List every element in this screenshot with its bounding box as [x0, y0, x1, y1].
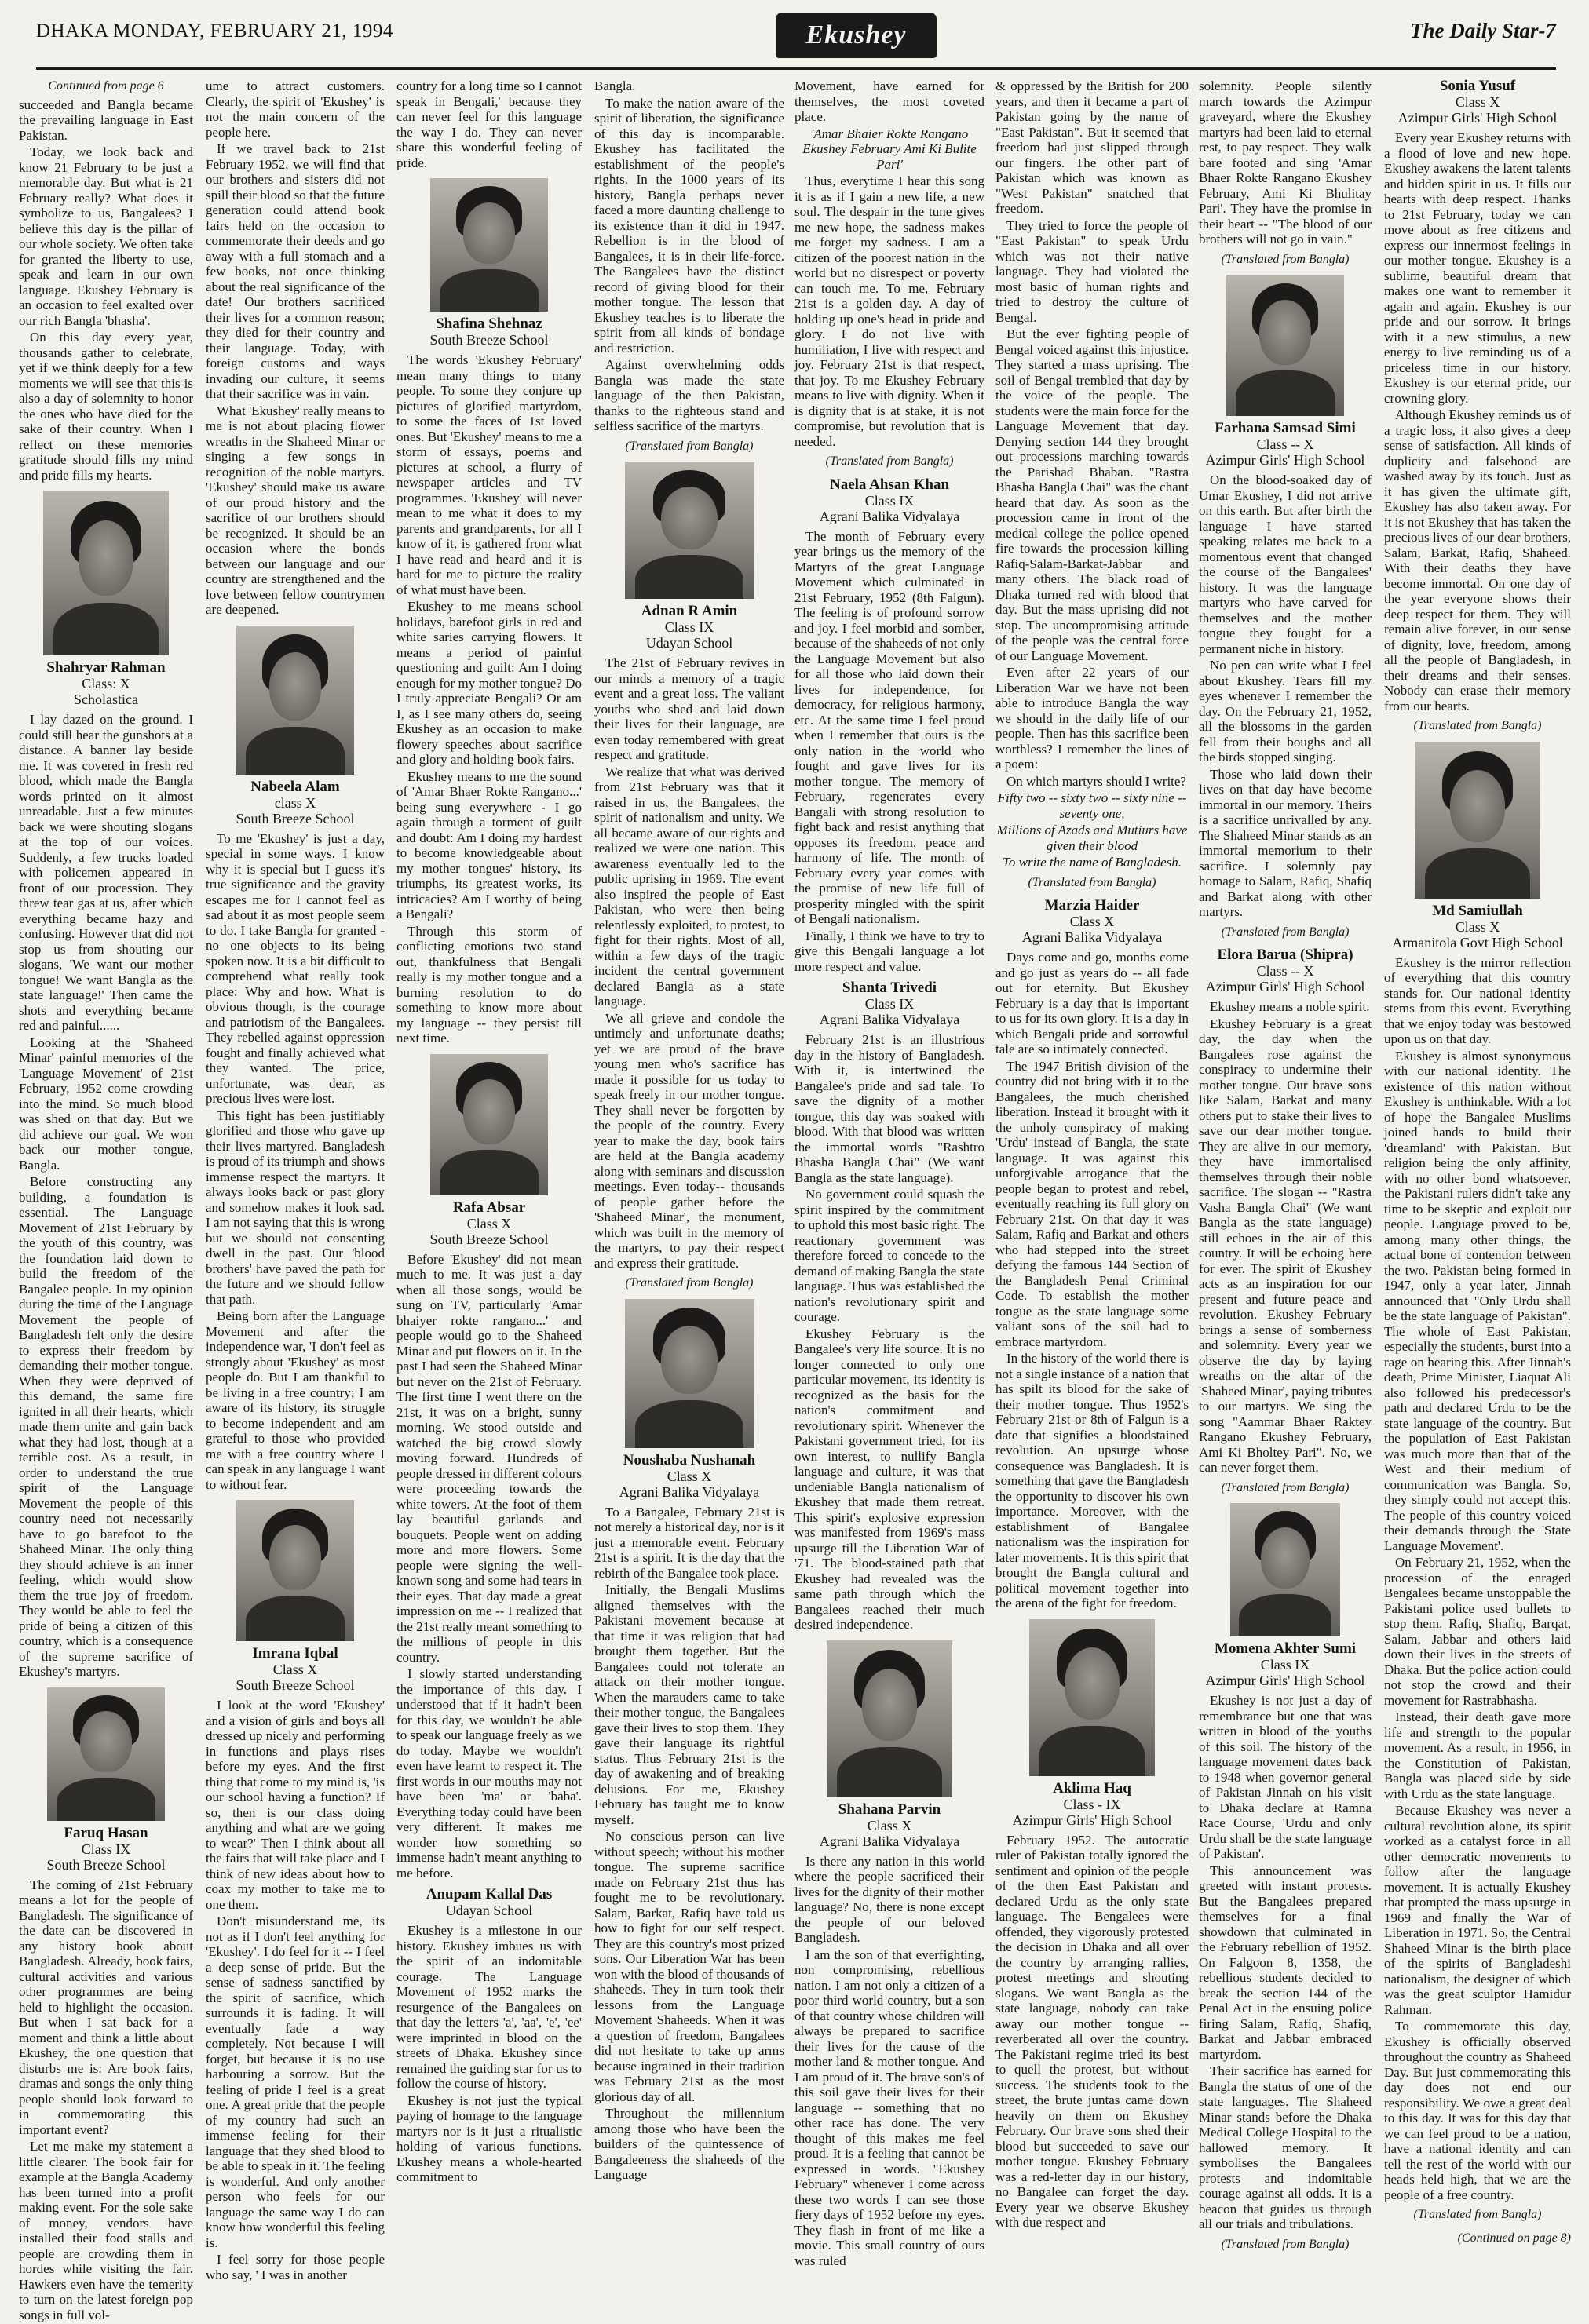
author-name: Farhana Samsad Simi	[1215, 420, 1356, 436]
translation-note: (Translated from Bangla)	[1221, 2237, 1350, 2251]
paragraph: Ekushey is almost synonymous with our national identity. The existence of this nation without Ekushey is unthinkable. With a lot of hope the Bangalee Muslims joined hands to build their 'dreamland' with Pakistan. But religion being the only affinity, with no other bond whatsoever, the Pakistani rulers didn't take any time to be skeptic and exploit our people. Language proved to be, among many other things, the actual bone of contention between the two. Pakistan being formed in 1947, only a year later, Jinnah announced that "Only Urdu shall be the state language of Pakistan". The whole of East Pakistan, especially the students, burst into a rage on hearing this. After Jinnah's death, Prime Minister, Liaquat Ali also followed his predecessor's path and declared Urdu to be the state language of the country. But the population of East Pakistan was much more than that of the West and their medium of communication was Bangla. So, they simply could not accept this. The people of this country voiced their demands through the 'State Language Movement'.	[1384, 1048, 1571, 1553]
continued-note: Continued from page 6	[48, 79, 164, 93]
author-caption	[19, 1826, 193, 1873]
header-rule	[36, 67, 1556, 70]
paragraph: Bangla.	[594, 78, 636, 93]
column-4	[594, 78, 784, 2184]
paragraph: Through this storm of conflicting emotions two stand out, thankfulness that Bengali really is my mother tongue and a burning resolution to do something to know more about my language -- they persist till next time.	[396, 923, 582, 1045]
author-school: Agrani Balika Vidyalaya	[819, 1012, 960, 1027]
author-class: Class X	[1069, 914, 1115, 929]
paragraph: On this day every year, thousands gather to celebrate, yet if we think deeply for a few moments we will see that this is also a day of solemnity to honor the ones who have died for the sake of their country. When I reflect on these memories gratitude should fills my mind and pride fills my hearts.	[19, 330, 193, 483]
author-class: class X	[274, 794, 316, 811]
paragraph: In the history of the world there is not a single instance of a nation that has spilt its blood for the sake of their mother tongue. Thus 1952's February 21st or 8th of Falgun is a date that signifies a bloodstained revolution. An upsurge whose consequence was Bangladesh. It is something that gave the Bangladesh the opportunity to discover his own importance. Moreover, with the establishment of Bangalee nationalism was the inspiration for later movements. It is this spirit that brought the Bangla cultural and political movement together into the arena of the fight for freedom.	[995, 1351, 1189, 1611]
paragraph: Ekushey February is the Bangalee's very life source. It is no longer connected to only one particular movement, its identity is recognized as the basis for the nation's commitment and revolutionary spirit. Whenever the Pakistani government tried, for its own interest, to nullify Bangla language and culture, it was that undeniable Bangla nationalism of Ekushey that made them retreat. This spirit's explosive expression was manifested from 1969's mass upsurge till the Liberation War of '71. The blood-stained path that Ekushey had revealed was the same path through which the Bangalees reached their much desired independence.	[794, 1326, 984, 1632]
author-name: Rafa Absar	[452, 1198, 526, 1216]
author-school: Agrani Balika Vidyalaya	[1021, 929, 1163, 945]
author-name: Momena Akhter Sumi	[1214, 1640, 1357, 1657]
author-name: Anupam Kallal Das	[426, 1886, 553, 1903]
paragraph: Every year Ekushey returns with a flood of love and new hope. Ekushey awakens the latent talents and hidden spirit in us. It fills our hearts with deep respect. Thanks to 21st February, today we can move about as free citizens and express our innermost feelings in our mother tongue. Ekushey is a sublime, beautiful dream that makes one want to remember it again and again. Ekushey is our pride and our sorrow. It brings with it a new stimulus, a new energy to live reminding us of a priceless time in our history. Ekushey is our eternal pride, our crowning glory.	[1384, 130, 1571, 406]
author-caption	[794, 477, 984, 524]
paragraph: The month of February every year brings us the memory of the Martyrs of the great Language Movement which culminated in 21st February, 1952 (8th Falgun). The feeling is of profound sorrow and joy. I feel morbid and somber, because of the shaheeds of not only the Language Movement but also for all those who laid down their lives for independence, for democracy, for religious harmony, etc. At the same time I feel proud when I remember that ours is the only nation in the world who fought and gave lives for its mother tongue. The memory of February, regenerates every Bangali with strong resolution to fight back and resist anything that opposes its freedom, peace and harmony of life. The month of February every year comes with the promise of new life full of prosperity mingled with the spirit of Bengali nationalism.	[794, 528, 984, 926]
paragraph: On February 21, 1952, when the procession of the enraged Bengalees became unstoppable the Pakistani police used bullets to stop them. Rafiq, Shafiq, Barqat, Salam, Jabbar and others laid down their lives in the streets of Dhaka. But the police action could not stop the crowd and their movement for Rastrabhasha.	[1384, 1555, 1571, 1708]
author-name: Shahryar Rahman	[46, 659, 166, 676]
paragraph: Days come and go, months come and go just as years do -- all fade out for eternity. But Ekushey February is a day that is important to us for its own glory. It is a day in which Bengali pride and sorrowful tale are so intimately connected.	[995, 950, 1189, 1056]
portrait-photo	[1230, 1503, 1340, 1636]
author-class: Class X	[272, 1662, 318, 1677]
portrait-photo	[47, 1687, 165, 1821]
paragraph: To make the nation aware of the spirit of liberation, the significance of this day is incomparable. Ekushey has facilitated the establishment of the people's rights. In the 1000 years of its history, Bangla perhaps never faced a more daunting challenge to its existence than it did in 1947. Rebellion is in the blood of Bangalees, it is in their life-force. The Bangalees have the distinct record of giving blood for their mother tongue. The lesson that Ekushey teaches is to liberate the spirit from all kinds of bondage and restriction.	[594, 95, 784, 356]
dateline: DHAKA MONDAY, FEBRUARY 21, 1994	[36, 20, 393, 42]
author-school: Azimpur Girls' High School	[1205, 1673, 1365, 1688]
column-7	[1199, 78, 1372, 2260]
author-name: Noushaba Nushanah	[623, 1451, 756, 1468]
author-school: Azimpur Girls' High School	[1205, 452, 1365, 468]
paragraph: The 21st of February revives in our minds a memory of a tragic event and a great loss. The valiant youths who shed and laid down their lives for their language, are even today remembered with great respect and gratitude.	[594, 655, 784, 762]
paragraph: Ekushey is not just the typical paying of homage to the language martyrs nor is it just a ritualistic holding of various functions. Ekushey means a whole-hearted commitment to	[396, 2092, 582, 2184]
author-caption	[206, 779, 385, 826]
author-school: Udayan School	[645, 635, 733, 651]
author-caption	[794, 1802, 984, 1849]
author-caption	[794, 980, 984, 1027]
paragraph: The words 'Ekushey February' mean many things to many people. To some they conjure up pictures of glorified martyrdom, to some the faces of 1st loved ones. But 'Ekushey' means to me a storm of essays, poems and pictures at school, a flurry of newspaper articles and TV programmes. 'Ekushey' will never mean to me what it does to my parents and grandparents, for all I know of it, is gathered from what I have read and heard and it is hard for me to picture the reality of what must have been.	[396, 352, 582, 597]
author-name: Sonia Yusuf	[1439, 78, 1516, 94]
paragraph: solemnity. People silently march towards the Azimpur graveyard, where the Ekushey martyrs had been laid to eternal rest, to pay respect. They walk bare footed and sing 'Amar Bhaer Rokte Rangano Ekushey February, Ami Ki Bhulitay Pari'. They have the promise in their heart -- "The blood of our brothers will not go in vain."	[1199, 78, 1372, 246]
author-class: Class IX	[864, 492, 915, 509]
paragraph: The 1947 British division of the country did not bring with it to the Bangalees, the much cherished liberation. Instead it brought with it the unholy conspiracy of making 'Urdu' instead of Bangla, the state language. It was against this unforgivable arrogance that the people began to protest and rebel, eventually reaching its full glory on February 21st. On that day it was Salam, Rafiq and Barkat and others who had stepped into the street defying the famous 144 Section of the Bangladesh Penal Criminal Code. To establish the mother tongue as the state language some valiant sons of the soil had to embrace martyrdom.	[995, 1058, 1189, 1349]
author-caption	[1384, 903, 1571, 950]
paragraph: I slowly started understanding the importance of this day. I understood that if it hadn't been for this day, we wouldn't be able to speak our language freely as we do today. Maybe we wouldn't even have learnt to respect it. The first words in our mouths may not have been 'ma' or 'baba'. Everything today could have been very different. It makes me wonder how something so immense hadn't meant anything to me before.	[396, 1666, 582, 1881]
author-name: Elora Barua (Shipra)	[1217, 947, 1353, 963]
author-name: Shanta Trivedi	[842, 980, 937, 996]
author-class: Class X	[1455, 94, 1500, 110]
author-name: Imrana Iqbal	[252, 1645, 338, 1662]
author-caption	[206, 1646, 385, 1693]
paragraph: But the ever fighting people of Bengal voiced against this injustice. They started a mass uprising. The soil of Bengal trembled that day by the voice of the people. The students were the main force for the Language Movement that day. Denying section 144 they brought out processions marching towards the Parishad Bhaban. "Rastra Bhasha Bangla Chai" was the chant heard that day. As soon as the procession came in front of the medical college the police opened fire towards the procession killing Rafiq-Salam-Barkat-Jabbar and many others. The black road of Dhaka turned red with blood that day. But the mass uprising did not stop. The uncompromising attitude of the people was the central force of our Language Movement.	[995, 327, 1189, 663]
paragraph: To a Bangalee, February 21st is not merely a historical day, nor is it just a memorable event. February 21st is a spirit. It is the day that the rebirth of the Bangalee took place.	[594, 1504, 784, 1581]
paragraph: Initially, the Bengali Muslims aligned themselves with the Pakistani movement because at that time it was religion that had brought them together. But the Bangalees could not tolerate an attack on their mother tongue. When the marauders came to take their mother tongue, the Bangalees gave their lives to stop them. They gave their language its rightful status. Thus February 21st is the day of awakening and of breaking delusions. For me, Ekushey February has taught me to know myself.	[594, 1582, 784, 1827]
author-school: Azimpur Girls' High School	[1205, 979, 1365, 994]
paragraph: February 1952. The autocratic ruler of Pakistan totally ignored the sentiment and opinion of the people of the then East Pakistan and declared Urdu as the only state language. The Bengalees were offended, they vigorously protested the decision in Dhaka and all over the country by arranging rallies, protest meetings and shouting slogans. We want Bangla as the state language, nobody can take away our mother tongue -- reverberated all over the country. The Pakistani regime tried its best to quell the protest, but without success. The students took to the street, the brute juntas came down heavily on them on Ekushey February. Our brave sons shed their blood but succeeded to save our mother tongue. Ekushey February was a red-letter day in our history, no Bangalee can forget the day. Every year we observe Ekushey with due respect and	[995, 1832, 1189, 2230]
author-school: Azimpur Girls' High School	[1012, 1811, 1172, 1828]
paragraph: Before 'Ekushey' did not mean much to me. It was just a day when all those songs, would be sung on TV, particularly 'Amar bhaiyer rokte rangano...' and people would go to the Shaheed Minar and put flowers on it. In the past I had seen the Shaheed Minar but never on the 21st of February. The first time I went there on the 21st, it was on a bright, sunny morning. We stood outside and watched the big crowd slowly moving forward. Hundreds of people dressed in different colours were proceeding towards the white towers. At the foot of them lay beautiful garlands and bouquets. People went on adding more and more flowers. Some people were signing the well-known song and some had tears in their eyes. That day made a great impression on me -- I realized that the 21st really meant something to the millions of people in this country.	[396, 1251, 582, 1665]
paragraph: I feel sorry for those people who say, ' I was in another	[206, 2252, 385, 2282]
paragraph: The coming of 21st February means a lot for the people of Bangladesh. The significance of the date can be discovered in any history book about Bangladesh. Already, book fairs, cultural activities and various other programmes are being held to highlight the occasion. But when I sat back for a moment and think a little about Ekushey, the one question that disturbs me is: Are book fairs, dramas and songs the only thing people should look forward to in commemorating this important event?	[19, 1877, 193, 2137]
column-1	[19, 78, 193, 2324]
newspaper-name: The Daily Star-7	[1410, 19, 1556, 42]
author-name: Naela Ahsan Khan	[829, 476, 950, 493]
author-class: Class IX	[81, 1841, 131, 1857]
translation-note: (Translated from Bangla)	[1221, 925, 1350, 939]
author-class: Class -- X	[1256, 963, 1314, 979]
column-3	[396, 78, 582, 2187]
author-name: Md Samiullah	[1432, 902, 1523, 919]
author-name: Aklima Haq	[1053, 1779, 1131, 1797]
paragraph: I am the son of that everfighting, non compromising, rebellious nation. I am not only a citizen of a poor third world country, but a son of that country whose children will always be prepared to sacrifice their lives for the cause of the mother land & mother tongue. And I am proud of it. The brave son's of this soil gave their lives for their language -- something that no other race has done. The very thought of this makes me feel proud. It is a feeling that cannot be expressed in words. "Ekushey February" whenever I come across these two words I can see those fiery days of 1952 before my eyes. They flash in front of me like a movie. This small country of ours was ruled	[794, 1946, 984, 2268]
paragraph: Ekushey is not just a day of remembrance but one that was written in blood of the youths of this soil. The history of the language movement dates back to 1948 when governor general of Pakistan Jinnah on his visit to Dhaka declare at Ramna Race Course, 'Urdu and only Urdu shall be the state language of Pakistan'.	[1199, 1693, 1372, 1861]
paragraph: succeeded and Bangla became the prevailing language in East Pakistan.	[19, 97, 193, 143]
author-school: Udayan School	[445, 1903, 533, 1918]
portrait-photo	[1226, 275, 1344, 416]
paragraph: Those who laid down their lives on that day have become immortal in our memory. Theirs is a sacrifice unrivalled by any. The Shaheed Minar stands as an immortal memorium to their sacrifice. I solemnly pay homage to Salam, Rafiq, Shafiq and Barkat along with other martyrs.	[1199, 766, 1372, 919]
paragraph: No government could squash the spirit inspired by the commitment to uphold this most basic right. The reactionary government was therefore forced to concede to the demand of making Bangla the state language. Thus was established the nation's revolutionary spirit and courage.	[794, 1187, 984, 1324]
author-school: Scholastica	[74, 691, 138, 707]
paragraph: They tried to force the people of "East Pakistan" to speak Urdu which was not their native language. They had violated the most basic of human rights and tried to destroy the culture of Bengal.	[995, 217, 1189, 325]
translation-note: (Translated from Bangla)	[625, 1276, 754, 1290]
continued-note: (Continued on page 8)	[1457, 2231, 1571, 2245]
paragraph: Today, we look back and know 21 February to be just a memorable day. But what is 21 February really? What does it symbolize to us, Bangalees? I believe this day is the pillar of our whole society. We often take for granted the liberty to use, speak and learn in our own language. Ekushey February is an occasion to feel exalted over our rich Bangla 'bhasha'.	[19, 144, 193, 328]
portrait-photo	[1415, 742, 1540, 899]
author-class: Class X	[867, 1817, 912, 1833]
paragraph: This fight has been justifiably glorified and those who gave up their lives martyred. Bangladesh is proud of its triumph and shows immense respect the martyrs. It always looks back or past glory and somehow makes it look sad. I am not saying that this is wrong but we should not consenting dwell in the past. Our 'blood brothers' have paved the path for the future and we should follow that path.	[206, 1107, 385, 1307]
paragraph: On the blood-soaked day of Umar Ekushey, I did not arrive on this earth. But after birth the language I have started speaking relates me back to a momentous event that changed the course of the Bangalees' history. It was the language martyrs who have carved for themselves and the mother tongue they fought for a permanent niche in history.	[1199, 472, 1372, 656]
paragraph: Against overwhelming odds Bangla was made the state language of the then Pakistan, thanks to the righteous stand and selfless sacrifice of the martyrs.	[594, 357, 784, 433]
author-caption	[1199, 1641, 1372, 1688]
portrait-photo	[1029, 1619, 1155, 1776]
translation-note: (Translated from Bangla)	[625, 439, 754, 453]
paragraph: Ekushey means a noble spirit.	[1210, 999, 1370, 1014]
translation-note: (Translated from Bangla)	[1221, 252, 1350, 266]
paragraph: ume to attract customers. Clearly, the spirit of 'Ekushey' is not the main concern of the people here.	[206, 78, 385, 140]
poem-line: Fifty two -- sixty two -- sixty nine -- seventy one,	[997, 790, 1187, 821]
paragraph: This announcement was greeted with instant protests. But the Bangalees prepared themselves for a final showdown that culminated in the February rebellion of 1952. On Falgoon 8, 1358, the rebellious students decided to break the section 144 of the Penal Act in the ensuing police firing Salam, Rafiq, Shafiq, Barkat and Jabbar embraced martyrdom.	[1199, 1862, 1372, 2062]
author-class: Class IX	[664, 619, 714, 635]
section-banner: Ekushey	[776, 13, 937, 58]
paragraph: Ekushey February is a great day, the day when the Bangalees rose against the conspiracy to undermine their mother tongue. Our brave sons like Salam, Barkat and many others put to stake their lives to save our dear mother tongue. They are alive in our memory, they have immortalised themselves through their noble sacrifice. The slogan -- "Rastra Vasha Bangla Chai" (We want Bangla as the state language) still echoes in the air of this country. It will be echoing here for ever. The spirit of Ekushey acts as an inspiration for our present and future peace and revolution. Ekushey February brings a sense of somberness and solemnity. Every year we observe the day by laying wreaths on the altar of the 'Shaheed Minar', paying tributes to our martyrs. We sing the song "Aammar Bhaer Raktey Rangano Ekushey February, Ami Ki Bholtey Pari". No, we can never forget them.	[1199, 1016, 1372, 1475]
masthead	[36, 13, 1556, 67]
author-name: Shahana Parvin	[838, 1800, 941, 1818]
paragraph: I lay dazed on the ground. I could still hear the gunshots at a distance. A banner lay beside me. It was covered in fresh red blood, which made the Bangla words printed on it almost unreadable. Just a few minutes back we were shouting slogans at the top of our voices. Suddenly, a few trucks loaded with policemen appeared in front of our procession. They threw tear gas at us, after which everything became hazy and confusing. However that did not stop us from shouting our slogans, 'We want our mother tongue! We want Bangla as the state language!' Then came the shots and everything became red and painful......	[19, 712, 193, 1033]
author-school: Agrani Balika Vidyalaya	[619, 1483, 760, 1500]
author-class: Class - IX	[1063, 1796, 1121, 1812]
paragraph: & oppressed by the British for 200 years, and then it became a part of Pakistan going by the name of "East Pakistan". But it seemed that freedom had just slipped through our fingers. The other part of Pakistan which was known as "West Pakistan" snatched that freedom.	[995, 78, 1189, 216]
author-school: South Breeze School	[236, 1677, 355, 1693]
paragraph: Thus, everytime I hear this song it is as if I gain a new life, a new soul. The despair in the tune gives me new hope, the sadness makes me forget my sadness. I am a citizen of the poorest nation in the world but no disrespect or poverty can touch me. To me, February 21st is a golden day. A day of holding up one's head in pride and glory. I do not live with humiliation, I live with respect and joy. February 21st is that respect, that joy. To me Ekushey February means to live with dignity. When it is dignity that is at stake, it is not compromise, but revolution that is needed.	[794, 173, 984, 449]
author-name: Faruq Hasan	[64, 1824, 148, 1841]
portrait-photo	[236, 1500, 354, 1641]
author-caption	[396, 1200, 582, 1247]
author-caption	[995, 898, 1189, 945]
paragraph: Ekushey means to me the sound of 'Amar Bhaer Rokte Rangano...' being sung everywhere - I go again through a torment of guilt and doubt: Am I doing my hardest to become knowledgeable about my mother tongues' history, its triumphs, its greatest works, its intricacies? Am I worthy of being a Bengali?	[396, 768, 582, 921]
paragraph: We all grieve and condole the untimely and unfortunate deaths; yet we are proud of the brave young men who's sacrifice has made it possible for us today to speak freely in our mother tongue. They shall never be forgotten by the people of the country. Every year to make the day, book fairs are held at the Bangla academy along with seminars and discussion meetings. Even today-- thousands of people gather before the 'Shaheed Minar', the monument, which was built in the memory of the martyrs, to pay their respect and express their gratitude.	[594, 1010, 784, 1271]
poem-line: To write the name of Bangladesh.	[1003, 855, 1182, 870]
translation-note: (Translated from Bangla)	[1413, 2208, 1542, 2221]
paragraph: Ekushey to me means school holidays, barefoot girls in red and white saries carrying flowers. It means a period of painful questioning and guilt: Am I doing enough for my mother tongue? Do I truly appreciate Bengali? Or am I, as I see many others do, seeing Ekushey as an occasion to make flowery speeches about sacrifice and glory and holding book fairs.	[396, 599, 582, 767]
author-class: Class -- X	[1256, 436, 1314, 452]
paragraph: Don't misunderstand me, its not as if I don't feel anything for 'Ekushey'. I do feel for it -- I feel a deep sense of pride. But the sense of sadness sanctified by the spirit of sacrifice, which surrounds it is fading. It will eventually fade a way completely. Not because I will forget, but because it is no use harbouring a sorrow. But the feeling of pride I feel is a great one. A great pride that the people of my country had such an immense feeling for their language that they shed blood to be able to speak in it. The feeling is wonderful. And only another person who feels for our language the same way I do can know how wonderful this feeling is.	[206, 1914, 385, 2250]
paragraph: What 'Ekushey' really means to me is not about placing flower wreaths in the Shaheed Minar or singing a few songs in recognition of the noble martyrs. 'Ekushey' should make us aware of our proud history and the sacrifice of our brothers should be recognized. It should be an occasion where the bonds between our language and our country are strengthened and the love between fellow countrymen are deepened.	[206, 403, 385, 617]
column-2	[206, 78, 385, 2284]
author-name: Shafina Shehnaz	[436, 316, 542, 332]
author-caption	[396, 1887, 582, 1918]
portrait-photo	[236, 626, 354, 775]
paragraph: Looking at the 'Shaheed Minar' painful memories of the 'Language Movement' of 21st February, 1952 come crowding into the mind. So much blood was shed on that day. But we did achieve our goal. We won back our mother tongue, Bangla.	[19, 1034, 193, 1173]
paragraph: On which martyrs should I write?	[1006, 773, 1186, 789]
translation-note: (Translated from Bangla)	[1028, 875, 1156, 889]
author-name: Adnan R Amin	[641, 603, 738, 619]
author-class: Class X	[1455, 918, 1500, 935]
paragraph: To me 'Ekushey' is just a day, special in some ways. I know why it is special but I guess it's true significance and the gravity escapes me for I cannot feel as sad about it as most people seem to do. I take Bangla for granted - no one objects to its being spoken now. It is a bit difficult to comprehend what really took place: Why and how. What is obvious though, is the courage and patriotism of the Bangalees. They rebelled against oppression fought and finally achieved what they wanted. The price, unfortunate, was dear, as precious lives were lost.	[206, 830, 385, 1106]
author-school: Armanitola Govt High School	[1392, 934, 1563, 950]
author-caption	[1199, 947, 1372, 994]
portrait-photo	[43, 491, 169, 655]
author-school: Agrani Balika Vidyalaya	[819, 1833, 960, 1849]
paragraph: Finally, I think we have to try to give this Bengali language a lot more respect and value.	[794, 928, 984, 974]
paragraph: Movement, have earned for themselves, the most coveted place.	[794, 78, 984, 124]
author-class: Class IX	[864, 996, 915, 1012]
paragraph: I look at the word 'Ekushey' and a vision of girls and boys all dressed up nicely and performing in functions and plays rises before my eyes. And the first thing that come to my mind is, 'is our school having a function? If so, then is our class doing anything and what are we going to wear?' Then I think about all the fairs that will take place and I think of new ideas about how to coax my mother to take me to one them.	[206, 1698, 385, 1912]
author-school: Azimpur Girls' High School	[1397, 110, 1558, 126]
author-caption	[1384, 78, 1571, 126]
author-school: South Breeze School	[236, 810, 355, 826]
paragraph: Even after 22 years of our Liberation War we have not been able to introduce Bangla the way we should in the daily life of our people. Then has this sacrifice been worthless? I remember the lines of a poem:	[995, 665, 1189, 772]
author-name: Marzia Haider	[1044, 897, 1140, 914]
paragraph: Because Ekushey was never a cultural revolution alone, its spirit worked as a catalyst force in all other democratic movements to follow after the language movement. It is actually Ekushey that prompted the mass upsurge in 1969 and finally the War of Liberation in 1971. So, the Central Shaheed Minar is the birth place of the spirits of Bangladeshi nationalism, the designer of which was the great sculptor Hamidur Rahman.	[1384, 1803, 1571, 2017]
paragraph: Ekushey is the mirror reflection of everything that this country stands for. Our national identity stems from this event. Everything that we enjoy today was bestowed upon us on that day.	[1384, 954, 1571, 1046]
paragraph: Their sacrifice has earned for Bangla the status of one of the state languages. The Shaheed Minar stands before the Dhaka Medical College Hospital to the hallowed memory. It symbolises the Bangalees protests and indomitable courage against all odds. It is a beacon that guides us through all our trials and tribulations.	[1199, 2063, 1372, 2231]
paragraph: country for a long time so I cannot speak in Bengali,' because they can never feel for this language the way I do. They can never share this wonderful feeling of pride.	[396, 78, 582, 170]
paragraph: Is there any nation in this world where the people sacrificed their lives for the dignity of their mother language? No, there is none except the people of our beloved Bangladesh.	[794, 1853, 984, 1945]
paragraph: Let me make my statement a little clearer. The book fair for example at the Bangla Academy has been turned into a profit making event. For the sole sake of money, vendors have installed their food stalls and people are crowding them in hordes while visiting the fair. Hawkers even have the temerity to turn on the latest foreign pop songs in full vol-	[19, 2139, 193, 2322]
translation-note: (Translated from Bangla)	[1413, 719, 1542, 732]
author-name: Nabeela Alam	[250, 778, 340, 795]
author-class: Class: X	[82, 676, 130, 691]
paragraph: Ekushey is a milestone in our history. Ekushey imbues us with the spirit of an indomitable courage. The Language Movement of 1952 marks the resurgence of the Bangalees on that day the letters 'a', 'aa', 'e', 'ee' were imprinted in blood on the streets of Dhaka. Ekushey since remained the guiding star for us to follow the course of history.	[396, 1923, 582, 2091]
paragraph: No pen can write what I feel about Ekushey. Tears fill my eyes whenever I remember the day. On the February 21, 1952, all the blossoms in the garden fell from their boughs and all the birds stopped singing.	[1199, 658, 1372, 764]
paragraph: No conscious person can live without speech; without his mother tongue. The supreme sacrifice made on February 21st thus has fought me to be revolutionary. Salam, Barkat, Rafiq have told us how to fight for our self respect. They are this country's most prized sons. Our Liberation War has been won with the blood of thousands of shaheeds. They in turn took their lessons from the Language Movement Shaheeds. When it was a question of freedom, Bangalees did not hesitate to take up arms because ingrained in their tradition was February 21st as the most glorious day of all.	[594, 1829, 784, 2104]
column-8	[1384, 78, 1571, 2249]
portrait-photo	[625, 1299, 754, 1448]
paragraph: Instead, their death gave more life and strength to the popular movement. As a result, in 1956, in the Constitution of Pakistan, Bangla was placed side by side with Urdu as the state language.	[1384, 1709, 1571, 1801]
author-school: South Breeze School	[429, 332, 549, 348]
portrait-photo	[430, 1054, 548, 1195]
portrait-photo	[827, 1640, 952, 1797]
paragraph: Throughout the millennium among those who have been the builders of the quintessence of Bangaleeness the shaheeds of the Language	[594, 2106, 784, 2182]
author-class: Class X	[466, 1215, 512, 1231]
author-caption	[396, 316, 582, 348]
author-school: Agrani Balika Vidyalaya	[819, 508, 960, 524]
column-6	[995, 78, 1189, 2232]
paragraph: If we travel back to 21st February 1952, we will find that our brothers and sisters did not spill their blood so that the future generation could attend book fairs held on the occasion to commemorate their deeds and go away with a full stomach and a few books, not once thinking about the real significance of the date! Our brothers sacrificed their lives for a common reason; they died for their country and their language. Today, with foreign customs and ways invading our culture, it seems that their sacrifice was in vain.	[206, 141, 385, 401]
author-caption	[995, 1781, 1189, 1828]
author-caption	[1199, 421, 1372, 468]
author-caption	[19, 660, 193, 707]
portrait-photo	[430, 178, 548, 312]
author-class: Class IX	[1260, 1657, 1310, 1673]
author-caption	[594, 1453, 784, 1500]
author-caption	[594, 604, 784, 651]
translation-note: (Translated from Bangla)	[825, 454, 954, 468]
author-class: Class X	[667, 1468, 712, 1484]
paragraph: Before constructing any building, a foundation is essential. The Language Movement of 21st February by the youth of this country, was the foundation laid down to build the freedom of the Bangalee people. In my opinion during the time of the Language Movement the people of Bangladesh felt only the desire to express their freedom by demanding their mother tongue. When they were deprived of this demand, the same fire ignited in all their hearts, which made them unite and gain back what they had lost, though at a terrible cost. As a result, in order to understand the true spirit of the Language Movement the people of this country need not necessarily have to go barefoot to the Shaheed Minar. The only thing they should achieve is an inner feeling, which would show them the true joy of freedom. They would be able to feel the pride of being a citizen of this country, which is a consequence of the supreme sacrifice of Ekushey's martyrs.	[19, 1174, 193, 1679]
paragraph: To commemorate this day, Ekushey is officially observed throughout the country as Shaheed Day. But just commemorating this day does not end our responsibility. We owe a great deal to this day. It was for this day that we can feel proud to be a nation, have a national identity and can tell the rest of the world with our heads held high, that we are the people of a free country.	[1384, 2019, 1571, 2202]
author-school: South Breeze School	[46, 1856, 166, 1873]
song-lyric: 'Amar Bhaier Rokte Rangano Ekushey February Ami Ki Bulite Pari'	[802, 126, 977, 172]
portrait-photo	[625, 462, 754, 599]
column-5	[794, 78, 984, 2270]
paragraph: Although Ekushey reminds us of a tragic loss, it also gives a deep sense of satisfaction. All kinds of duplicity and falsehood are washed away by its touch. Just as it has given the ultimate gift, Ekushey has also taken away. For it is not Ekushey that has taken the precious lives of our dear brothers, Salam, Barkat, Rafiq, Shaheed. With their deaths they have become immortal. On one day of the year everyone shows their deep respect for them. They will remain alive forever, in our sense of dignity, love, freedom, among all the people of Bangladesh, in their dreams and their senses. Nobody can erase their memory from our hearts.	[1384, 407, 1571, 713]
paragraph: February 21st is an illustrious day in the history of Bangladesh. With it, is intertwined the Bangalee's pride and sad tale. To save the dignity of a mother tongue, this day was soaked with blood. With that blood was written the immortal words "Rashtro Bhasha Bangla Chai" (We want Bangla as the state language).	[794, 1032, 984, 1185]
translation-note: (Translated from Bangla)	[1221, 1480, 1350, 1494]
poem-line: Millions of Azads and Mutiurs have given their blood	[996, 823, 1188, 853]
paragraph: We realize that what was derived from 21st February was that it raised in us, the Bangalees, the spirit of nationalism and unity. We all became aware of our rights and realized we were one nation. This awareness eventually led to the public uprising in 1969. The event also inspired the people of East Pakistan, who were then being relentlessly exploited, to protest, to fight for their rights. Most of all, within a few days of the tragic incident the central government declared Bangla as a state language.	[594, 764, 784, 1009]
paragraph: Being born after the Language Movement and after the independence war, 'I don't feel as strongly about 'Ekushey' as most people do. But I am thankful to be living in a free country; I am aware of its history, its struggle to become independent and am grateful to those who provided me with a free country where I can speak in any language I want to without fear.	[206, 1308, 385, 1492]
author-school: South Breeze School	[429, 1231, 549, 1247]
